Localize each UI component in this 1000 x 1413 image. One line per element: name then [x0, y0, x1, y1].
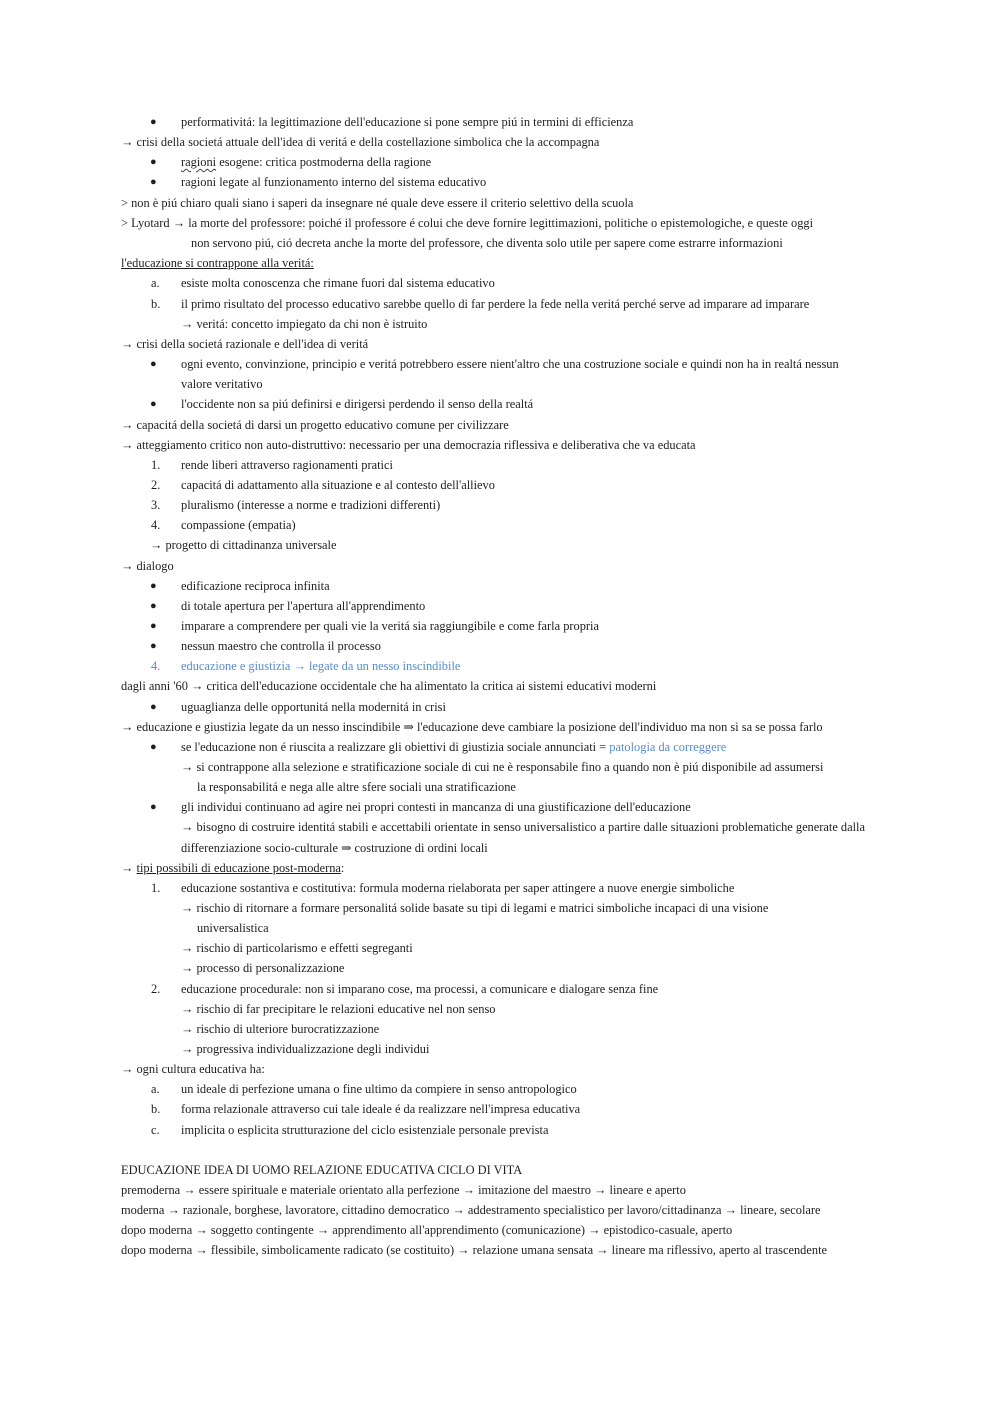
list-marker: ● [150, 176, 157, 188]
line-text: → crisi della societá razionale e dell'idea di veritá [121, 337, 369, 351]
text-line [181, 840, 488, 856]
list-marker: ● [150, 116, 157, 128]
line-text: differenziazione socio-culturale ⇒ costruzione di ordini locali [181, 841, 488, 855]
highlight-text: patologia da correggere [609, 740, 727, 754]
text-line [121, 215, 813, 231]
list-marker: 1. [151, 881, 161, 895]
line-text: → ogni cultura educativa ha: [121, 1062, 265, 1076]
line-text: implicita o esplicita strutturazione del ciclo esistenziale personale prevista [181, 1123, 549, 1137]
line-text: ogni evento, convinzione, principio e veritá potrebbero essere nient'altro che una costruzione sociale e quindi non ha in realtá nessun [181, 357, 839, 371]
text-line [181, 296, 809, 312]
text-line [181, 154, 431, 170]
line-text: educazione sostantiva e costitutiva: formula moderna rielaborata per saper attingere a nuove energie simboliche [181, 881, 735, 895]
text-line [191, 235, 783, 251]
text-line [181, 699, 446, 715]
line-text: → dialogo [121, 559, 174, 573]
text-line [121, 1202, 821, 1218]
text-line [181, 396, 533, 412]
line-text: imparare a comprendere per quali vie la veritá sia raggiungibile e come farla propria [181, 619, 599, 633]
text-line [181, 1001, 495, 1017]
text-line [181, 960, 344, 976]
text-line [181, 356, 839, 372]
list-marker: ● [150, 701, 157, 713]
list-marker: ● [150, 640, 157, 652]
text-line [121, 255, 314, 271]
text-line [121, 195, 633, 211]
line-text: → rischio di particolarismo e effetti segreganti [181, 941, 413, 955]
line-text: di totale apertura per l'apertura all'apprendimento [181, 599, 426, 613]
text-line [181, 497, 440, 513]
line-text: → rischio di ritornare a formare personalitá solide basate su tipi di legami e matrici simboliche incapaci di una visione [181, 901, 769, 915]
line-text: → processo di personalizzazione [181, 961, 345, 975]
list-marker: 3. [151, 498, 161, 512]
list-marker: 2. [151, 982, 161, 996]
line-text: dopo moderna → soggetto contingente → apprendimento all'apprendimento (comunicazione) → epistodico-casuale, aperto [121, 1223, 733, 1237]
list-marker: ● [150, 580, 157, 592]
text-line [181, 376, 263, 392]
line-text: : [340, 861, 345, 875]
line-text: → veritá: concetto impiegato da chi non è istruito [181, 317, 428, 331]
list-marker: ● [150, 801, 157, 813]
text-line [121, 437, 696, 453]
line-text: → bisogno di costruire identitá stabili e accettabili orientate in senso universalistico a partire dalle situazioni problematiche generate dalla [181, 820, 866, 834]
text-line [181, 275, 495, 291]
text-line [181, 1081, 577, 1097]
text-line [121, 558, 174, 574]
line-text: > non è piú chiaro quali siano i saperi da insegnare né quale deve essere il criterio selettivo della scuola [121, 196, 634, 210]
list-marker: a. [151, 276, 160, 290]
text-line [181, 900, 768, 916]
text-line [197, 920, 269, 936]
text-line [181, 739, 726, 755]
line-text: non servono piú, ció decreta anche la morte del professore, che diventa solo utile per sapere come estrarre informazioni [191, 236, 783, 250]
text-line [181, 759, 823, 775]
line-text: → si contrappone alla selezione e stratificazione sociale di cui ne è responsabile fino a quando non è piú disponibile ad assumersi [181, 760, 824, 774]
line-text: gli individui continuano ad agire nei propri contesti in mancanza di una giustificazione dell'educazione [181, 800, 691, 814]
list-marker: 2. [151, 478, 161, 492]
text-line [121, 719, 823, 735]
line-text: compassione (empatia) [181, 518, 296, 532]
text-line [121, 1182, 686, 1198]
line-text: esogene: critica postmoderna della ragione [216, 155, 432, 169]
line-text: → rischio di ulteriore burocratizzazione [181, 1022, 380, 1036]
line-text: → progetto di cittadinanza universale [150, 538, 337, 552]
line-text: → crisi della societá attuale dell'idea di veritá e della costellazione simbolica che la accompagna [121, 135, 600, 149]
underlined-word: tipi possibili di educazione post-moderna [136, 861, 341, 875]
line-text: se l'educazione non é riuscita a realizzare gli obiettivi di giustizia sociale annunciati = [181, 740, 610, 754]
line-text: EDUCAZIONE IDEA DI UOMO RELAZIONE EDUCATIVA CICLO DI VITA [121, 1163, 523, 1177]
text-line [181, 477, 495, 493]
text-line [150, 537, 336, 553]
line-text: rende liberi attraverso ragionamenti pratici [181, 458, 393, 472]
text-line [181, 578, 330, 594]
line-text: la responsabilitá e nega alle altre sfere sociali una stratificazione [197, 780, 516, 794]
text-line [121, 1242, 827, 1258]
list-marker: ● [150, 600, 157, 612]
text-line [181, 658, 460, 674]
line-text: forma relazionale attraverso cui tale ideale é da realizzare nell'impresa educativa [181, 1102, 581, 1116]
text-line [121, 678, 656, 694]
text-line [121, 336, 368, 352]
text-line [181, 799, 691, 815]
list-marker: ● [150, 741, 157, 753]
list-marker: ● [150, 398, 157, 410]
line-text: capacitá di adattamento alla situazione e al contesto dell'allievo [181, 478, 495, 492]
list-marker: c. [151, 1123, 160, 1137]
line-text: educazione e giustizia → legate da un nesso inscindibile [181, 659, 461, 673]
line-text: → atteggiamento critico non auto-distruttivo: necessario per una democrazia riflessiva e deliberativa che va educata [121, 438, 696, 452]
line-text: esiste molta conoscenza che rimane fuori dal sistema educativo [181, 276, 495, 290]
text-line [181, 618, 599, 634]
text-line [181, 316, 427, 332]
text-line [181, 1041, 429, 1057]
line-text: → rischio di far precipitare le relazioni educative nel non senso [181, 1002, 496, 1016]
line-text: valore veritativo [181, 377, 263, 391]
line-text: nessun maestro che controlla il processo [181, 639, 381, 653]
text-line [181, 1122, 548, 1138]
list-marker: 1. [151, 458, 161, 472]
line-text: → capacitá della societá di darsi un progetto educativo comune per civilizzare [121, 418, 509, 432]
line-text: → educazione e giustizia legate da un nesso inscindibile ⇒ l'educazione deve cambiare la posizione dell'individuo ma non si sa se possa farlo [121, 720, 823, 734]
list-marker: 4. [151, 659, 161, 673]
list-marker: b. [151, 297, 161, 311]
text-line [121, 1222, 732, 1238]
text-line [181, 174, 486, 190]
text-line [121, 417, 509, 433]
text-line [181, 517, 296, 533]
line-text: edificazione reciproca infinita [181, 579, 330, 593]
text-line [121, 134, 599, 150]
line-text: educazione procedurale: non si imparano cose, ma processi, a comunicare e dialogare senza fine [181, 982, 659, 996]
text-line [121, 1061, 265, 1077]
list-marker: b. [151, 1102, 161, 1116]
text-line [181, 638, 381, 654]
list-marker: ● [150, 620, 157, 632]
list-marker: a. [151, 1082, 160, 1096]
text-line [181, 940, 413, 956]
line-text: dopo moderna → flessibile, simbolicamente radicato (se costituito) → relazione umana sensata → lineare ma riflessivo, aperto al trascendente [121, 1243, 828, 1257]
line-text: moderna → razionale, borghese, lavoratore, cittadino democratico → addestramento specialistico per lavoro/cittadinanza → lineare, secolare [121, 1203, 821, 1217]
line-text: pluralismo (interesse a norme e tradizioni differenti) [181, 498, 441, 512]
line-text: un ideale di perfezione umana o fine ultimo da compiere in senso antropologico [181, 1082, 577, 1096]
line-text: performativitá: la legittimazione dell'educazione si pone sempre piú in termini di efficienza [181, 115, 634, 129]
list-marker: ● [150, 358, 157, 370]
line-text: dagli anni '60 → critica dell'educazione occidentale che ha alimentato la critica ai sistemi educativi moderni [121, 679, 657, 693]
line-text: universalistica [197, 921, 269, 935]
line-text: > Lyotard → la morte del professore: poiché il professore é colui che deve fornire legittimazioni, politiche o epistemologiche, e queste oggi [121, 216, 814, 230]
line-text: il primo risultato del processo educativo sarebbe quello di far perdere la fede nella veritá perché serve ad imparare ad imparare [181, 297, 810, 311]
list-marker: 4. [151, 518, 161, 532]
line-text: ragioni legate al funzionamento interno del sistema educativo [181, 175, 487, 189]
text-line [181, 1101, 580, 1117]
line-text: l'occidente non sa piú definirsi e dirigersi perdendo il senso della realtá [181, 397, 534, 411]
text-line [181, 880, 734, 896]
text-line [181, 981, 658, 997]
text-line [197, 779, 516, 795]
text-line [181, 457, 393, 473]
text-line [181, 819, 865, 835]
line-text: → progressiva individualizzazione degli individui [181, 1042, 430, 1056]
text-line [181, 114, 633, 130]
list-marker: ● [150, 156, 157, 168]
line-text: l'educazione si contrappone alla veritá: [121, 256, 314, 270]
text-line [181, 598, 425, 614]
underlined-word: ragioni [181, 155, 217, 169]
text-line: → tipi possibili di educazione post-moderna: [121, 861, 345, 875]
line-text: uguaglianza delle opportunitá nella modernitá in crisi [181, 700, 446, 714]
line-text: premoderna → essere spirituale e materiale orientato alla perfezione → imitazione del maestro → lineare e aperto [121, 1183, 686, 1197]
text-line [181, 1021, 379, 1037]
table-heading [121, 1162, 522, 1178]
